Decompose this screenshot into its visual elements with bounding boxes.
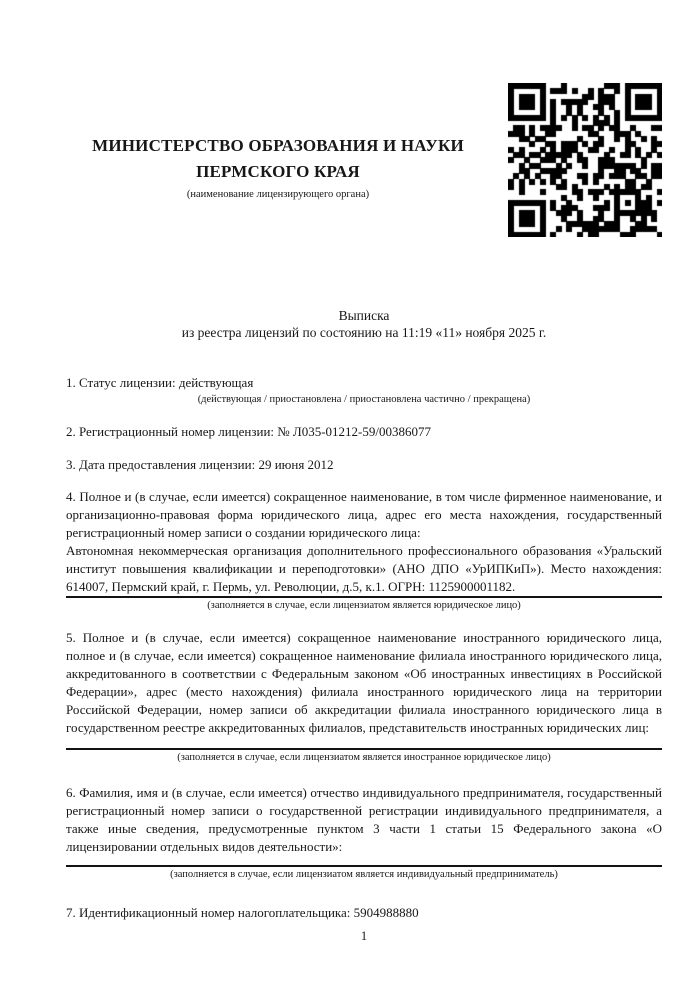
org-name-line1: МИНИСТЕРСТВО ОБРАЗОВАНИЯ И НАУКИ <box>92 136 464 155</box>
item-individual-entrepreneur <box>66 784 662 882</box>
fill-in-line <box>66 748 662 750</box>
empty-field <box>66 737 662 748</box>
item-legal-entity <box>66 488 662 613</box>
foreign-legal-entity-note: (заполняется в случае, если лицензиатом является иностранное юридическое лицо) <box>177 752 551 763</box>
license-status-note: (действующая / приостановлена / приостановлена частично / прекращена) <box>197 394 531 405</box>
org-name-line2: ПЕРМСКОГО КРАЯ <box>196 162 360 181</box>
item-foreign-legal-entity <box>66 629 662 765</box>
org-caption: (наименование лицензирующего органа) <box>186 189 370 200</box>
document-header <box>66 0 662 240</box>
taxpayer-number-text: 7. Идентификационный номер налогоплательщика: 5904988880 <box>66 905 419 920</box>
item-taxpayer-number <box>66 904 662 922</box>
individual-entrepreneur-note: (заполняется в случае, если лицензиатом является индивидуальный предприниматель) <box>170 869 558 880</box>
document-title <box>66 307 662 341</box>
legal-entity-value: Автономная некоммерческая организация дополнительного профессионального образования «Уральский институт повышения квалификации и переподготовки» (АНО ДПО «УрИПКиП»). Место нахождения: 614007, Пермский край, г. Пермь, ул. Революции, д.5, к.1. ОГРН: 1125900001182. <box>66 543 662 594</box>
page-number: 1 <box>360 929 368 943</box>
item-license-status <box>66 374 662 407</box>
empty-field <box>66 856 662 865</box>
license-status-text: 1. Статус лицензии: действующая <box>66 375 254 390</box>
legal-entity-note: (заполняется в случае, если лицензиатом является юридическое лицо) <box>207 600 521 611</box>
foreign-legal-entity-label: 5. Полное и (в случае, если имеется) сокращенное наименование иностранного юридического лица, полное и (в случае, если имеется) сокращенное наименование филиала иностранного юридического лица, аккредитованного в соответствии с Федеральным законом «Об иностранных инвестициях в Российской Федерации», адрес (место нахождения) филиала иностранного юридического лица на территории Российской Федерации, номер записи об аккредитации филиала иностранного юридического лица в государственном реестре аккредитованных филиалов, представительств иностранных юридических лиц: <box>66 630 662 735</box>
license-grant-date-text: 3. Дата предоставления лицензии: 29 июня 2012 <box>66 457 334 472</box>
fill-in-line <box>66 596 662 598</box>
document-title-line1: Выписка <box>338 308 390 323</box>
document-title-line2: из реестра лицензий по состоянию на 11:19 «11» ноября 2025 г. <box>181 325 547 340</box>
individual-entrepreneur-label: 6. Фамилия, имя и (в случае, если имеется) отчество индивидуального предпринимателя, государственный регистрационный номер записи о государственной регистрации индивидуального предпринимателя, а также иные сведения, предусмотренные пунктом 3 части 1 статьи 15 Федерального закона «О лицензировании отдельных видов деятельности»: <box>66 785 662 854</box>
registration-number-text: 2. Регистрационный номер лицензии: № Л035-01212-59/00386077 <box>66 424 432 439</box>
item-license-grant-date <box>66 456 662 474</box>
legal-entity-label: 4. Полное и (в случае, если имеется) сокращенное наименование, в том числе фирменное наименование, и организационно-правовая форма юридического лица, адрес его места нахождения, государственный регистрационный номер записи о создании юридического лица: <box>66 489 662 540</box>
qr-code-icon <box>508 83 662 237</box>
fill-in-line <box>66 865 662 867</box>
licensing-authority-block <box>68 133 488 201</box>
item-registration-number <box>66 423 662 441</box>
